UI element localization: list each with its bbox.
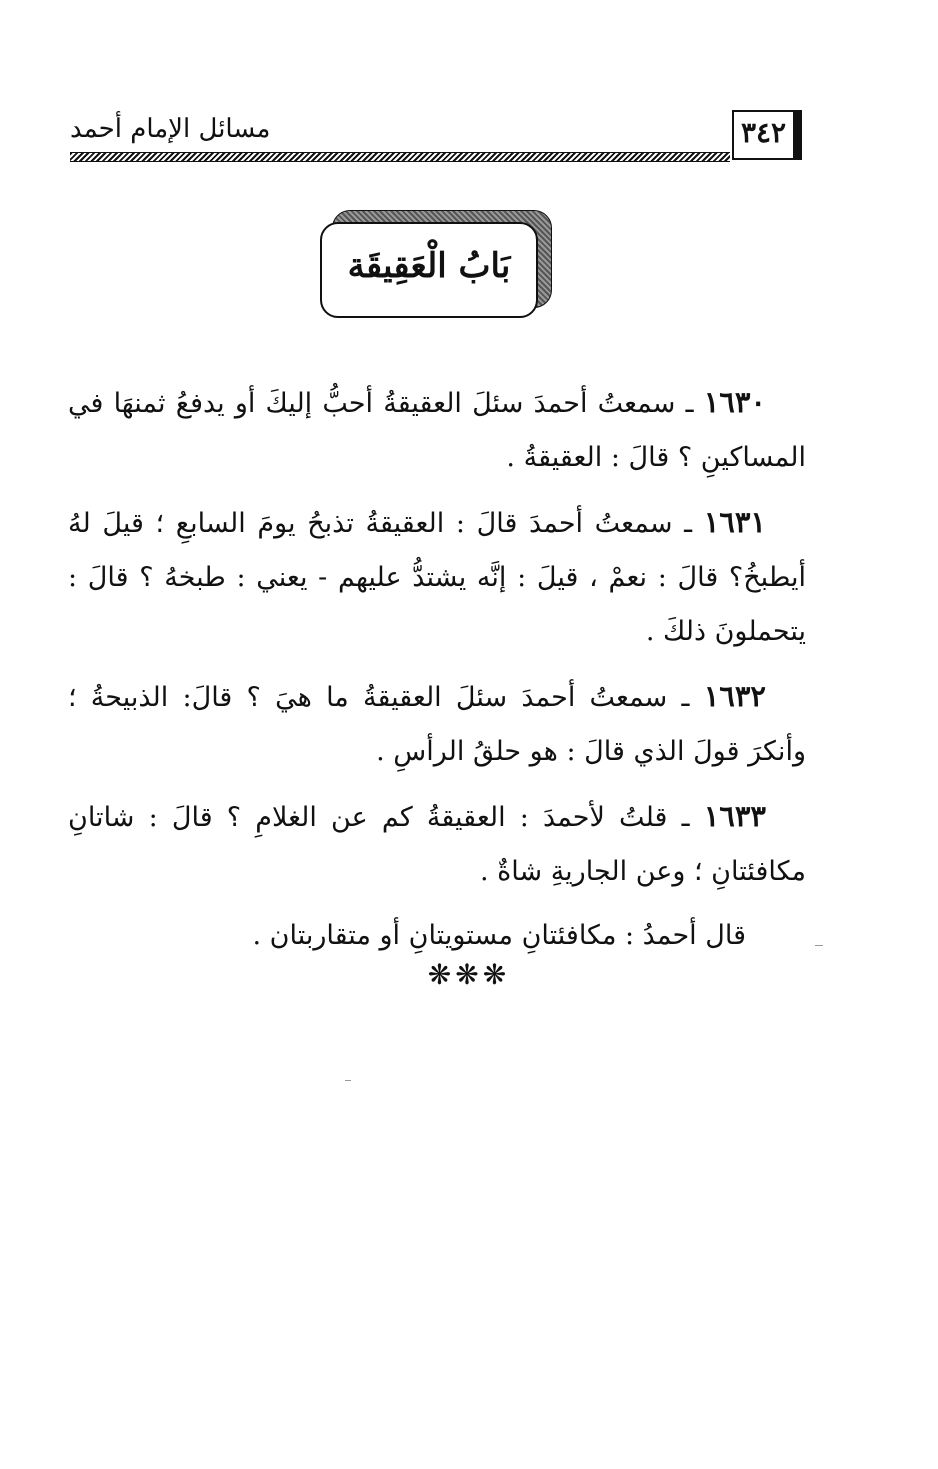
paragraph-text: ـ قلتُ لأحمدَ : العقيقةُ كم عن الغلامِ ؟ قالَ : شاتانِ مكافئتانِ ؛ وعن الجاريةِ شاةٌ . [68,802,806,887]
chapter-box [320,222,538,318]
scan-speck [345,1080,351,1081]
paragraph-number: ١٦٣٢ [703,679,766,713]
paragraph-1632 [68,669,806,779]
paragraph-1631 [68,495,806,659]
paragraph-number: ١٦٣٠ [703,385,766,419]
running-title: مسائل الإمام أحمد [70,114,271,144]
paragraph-number: ١٦٣٣ [703,799,767,833]
paragraph-1633 [68,789,806,899]
chapter-title: بَابُ الْعَقِيقَة [347,246,511,286]
paragraph-text: ـ سمعتُ أحمدَ سئلَ العقيقةُ أحبُّ إليكَ أو يدفعُ ثمنهَا في المساكينِ ؟ قالَ : العقيقةُ . [68,388,806,473]
page-number: ٣٤٢ [740,116,787,149]
paragraph-number: ١٦٣١ [703,505,766,539]
paragraph-text: ـ سمعتُ أحمدَ سئلَ العقيقةُ ما هيَ ؟ قالَ: الذبيحةُ ؛ وأنكرَ قولَ الذي قالَ : هو حلقُ الرأسِ . [68,682,806,767]
page-header [70,100,810,180]
paragraph-text: ـ سمعتُ أحمدَ قالَ : العقيقةُ تذبحُ يومَ السابعِ ؛ قيلَ لهُ أيطبخُ؟ قالَ : نعمْ ، قيلَ : إنَّه يشتدُّ عليهم - يعني : طبخهُ ؟ قالَ : يتحملونَ ذلكَ . [68,508,806,647]
header-rule [70,152,730,162]
page-number-box [732,110,802,160]
ahmad-note: قال أحمدُ : مكافئتانِ مستويتانِ أو متقاربتان . [252,920,746,951]
section-separator: ❋❋❋ [427,958,511,991]
scan-speck [815,945,823,946]
paragraph-1630 [68,375,806,485]
body-text [68,375,806,963]
